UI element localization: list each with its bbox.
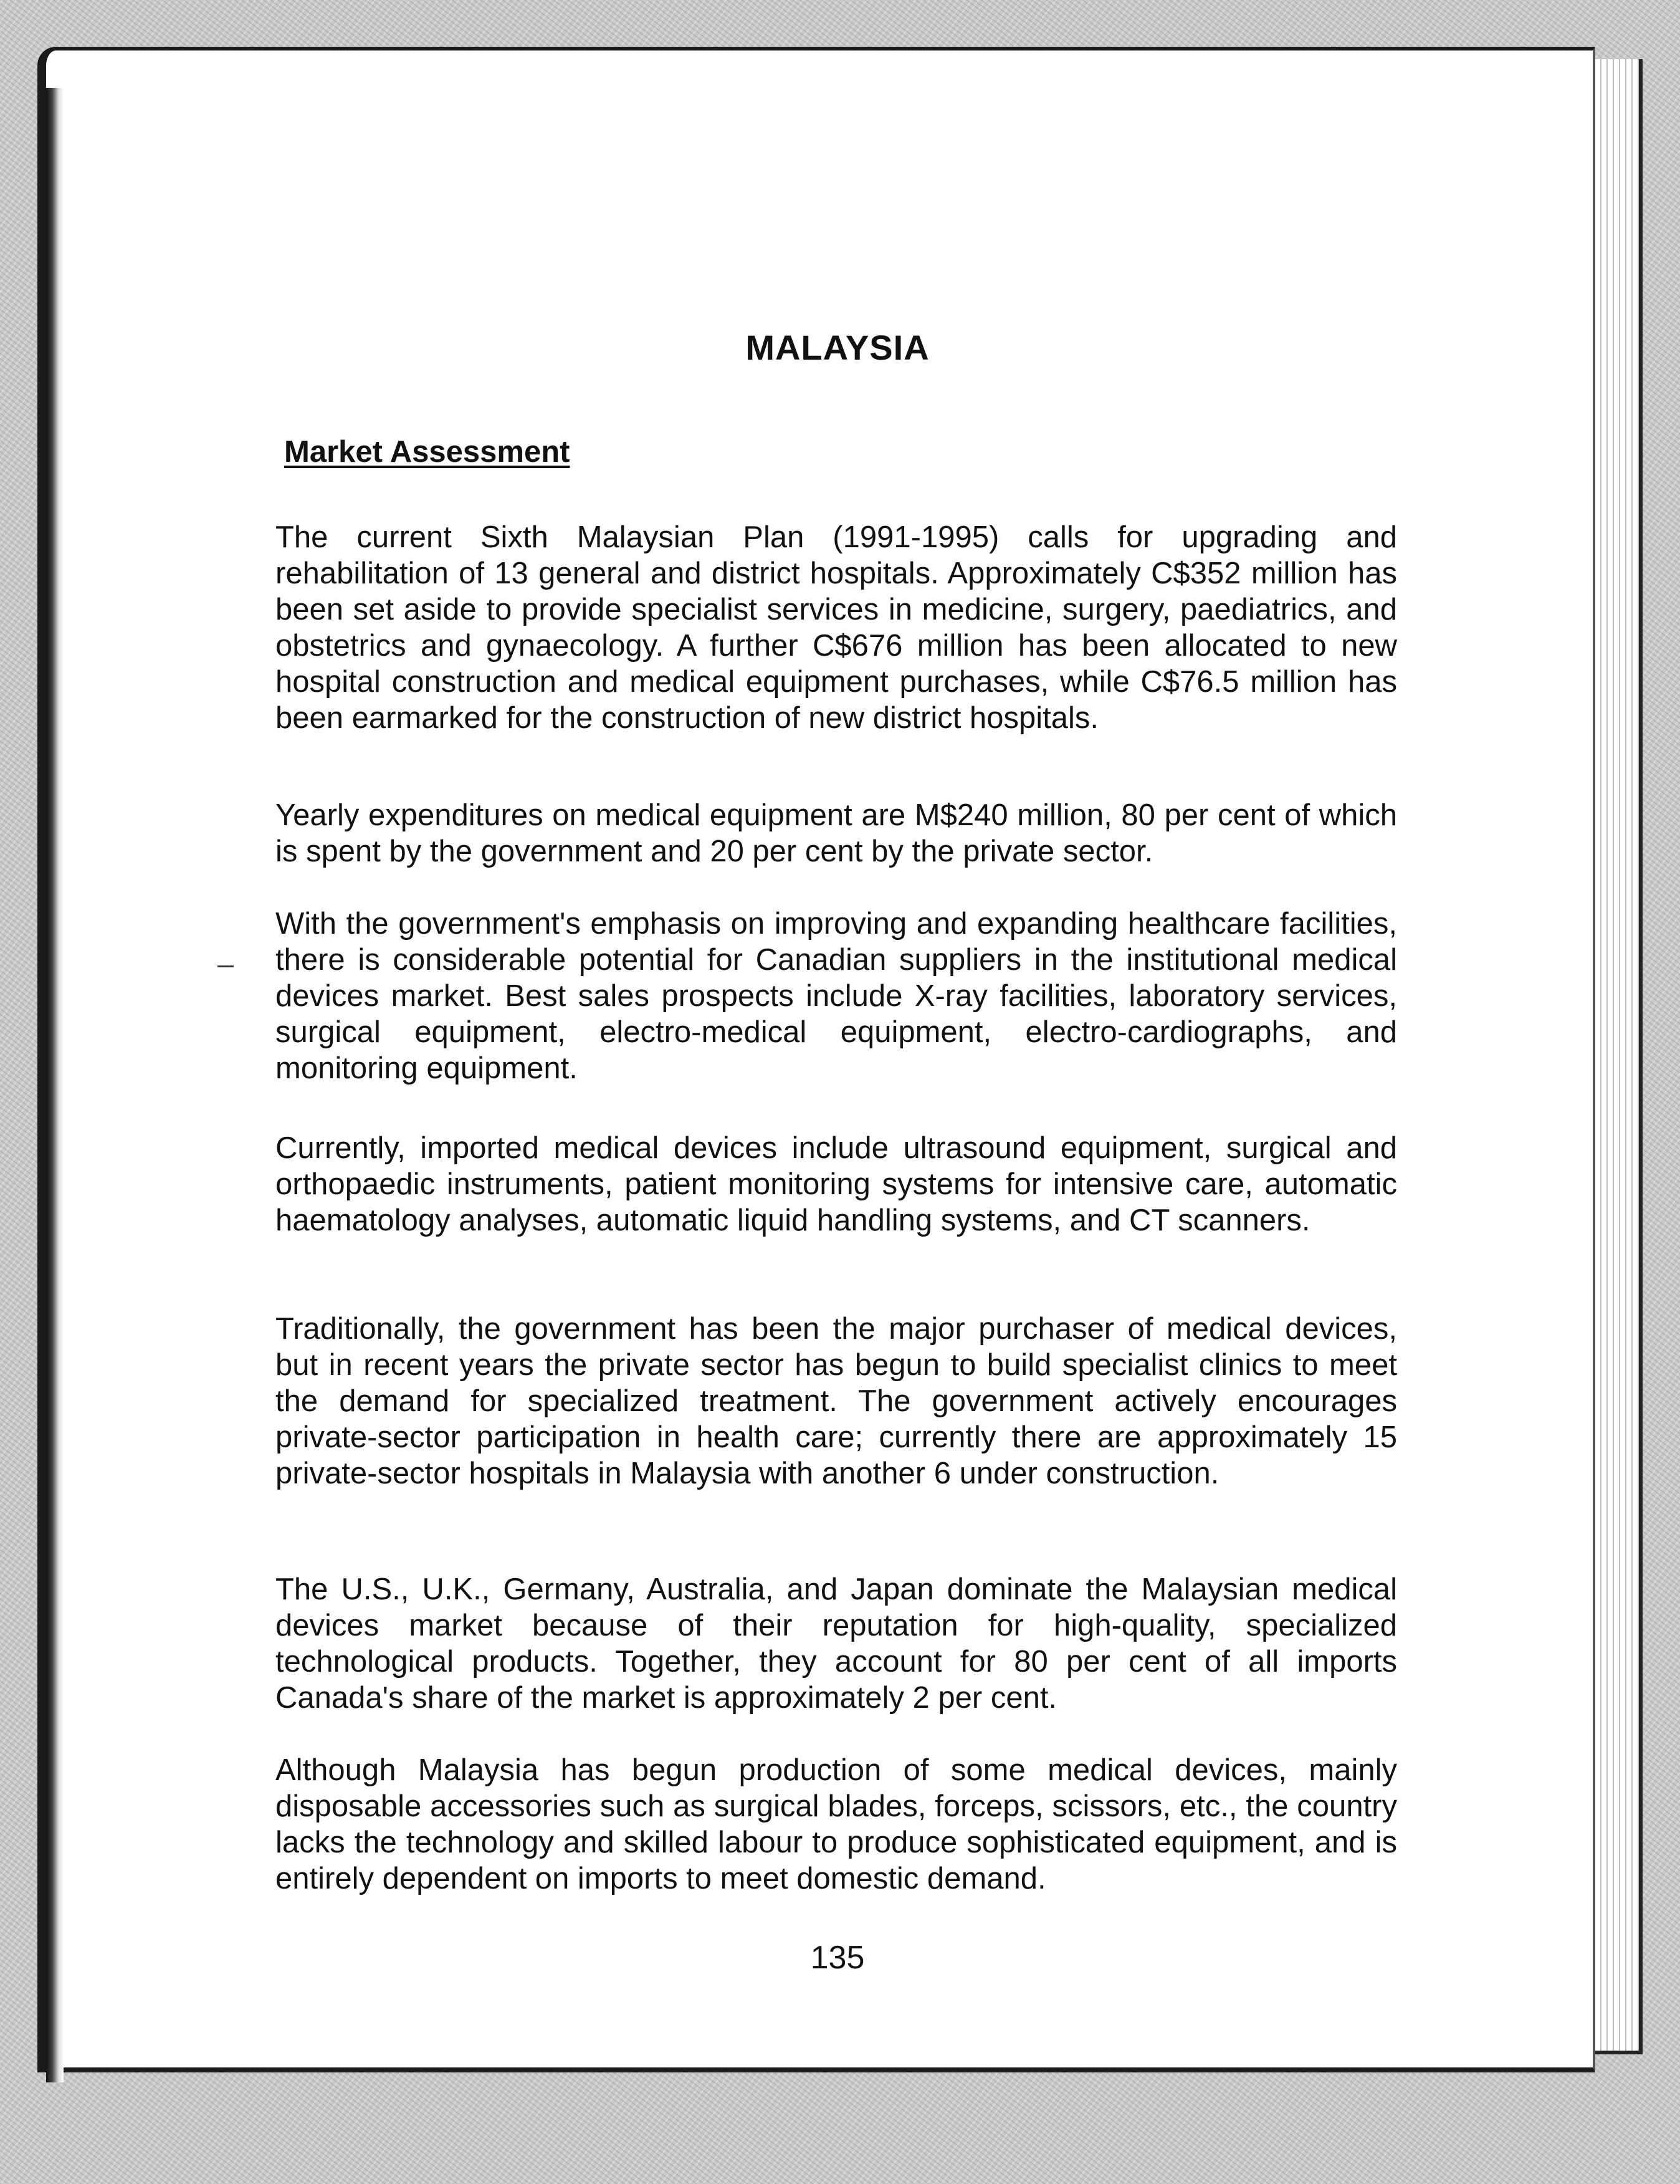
paragraph-6: The U.S., U.K., Germany, Australia, and Japan dominate the Malaysian medical devices market because of their reputation for high-quality, specialized technological products. Together, they account for 80 per cent of all imports Canada's share of the market is approximately 2 per cent. xyxy=(275,1573,1397,1715)
page-number: 135 xyxy=(810,1940,865,1976)
paragraph-5: Traditionally, the government has been the major purchaser of medical devices, but in recent years the private sector has begun to build specialist clinics to meet the demand for specialized treatment. The government actively encourages private-sector participation in health care; currently there are approximately 15 private-sector hospitals in Malaysia with another 6 under construction. xyxy=(275,1312,1397,1490)
paragraph-1: The current Sixth Malaysian Plan (1991-1995) calls for upgrading and rehabilitation of 13 general and district hospitals. Approximately C$352 million has been set aside to provide specialist services in medicine, surgery, paediatrics, and obstetrics and gynaecology. A further C$676 million has been allocated to new hospital construction and medical equipment purchases, while C$76.5 million has been earmarked for the construction of new district hospitals. xyxy=(275,520,1397,735)
binding-spine xyxy=(46,88,64,2082)
margin-mark xyxy=(217,965,234,967)
paragraph-3: With the government's emphasis on improving and expanding healthcare facilities, there is considerable potential for Canadian suppliers in the institutional medical devices market. Best sales prospects include X-ray facilities, laboratory services, surgical equipment, electro-medical equipment, electro-cardiographs, and monitoring equipment. xyxy=(275,907,1397,1085)
paragraph-2: Yearly expenditures on medical equipment are M$240 million, 80 per cent of which is spent by the government and 20 per cent by the private sector. xyxy=(275,798,1397,868)
document-page xyxy=(37,47,1595,2072)
paragraph-4: Currently, imported medical devices include ultrasound equipment, surgical and orthopaedic instruments, patient monitoring systems for intensive care, automatic haematology analyses, automatic liquid handling systems, and CT scanners. xyxy=(275,1131,1397,1237)
page-title: MALAYSIA xyxy=(745,328,930,367)
paragraph-7: Although Malaysia has begun production of some medical devices, mainly disposable accessories such as surgical blades, forceps, scissors, etc., the country lacks the technology and skilled labour to produce sophisticated equipment, and is entirely dependent on imports to meet domestic demand. xyxy=(275,1753,1397,1895)
section-heading: Market Assessment xyxy=(284,435,570,469)
